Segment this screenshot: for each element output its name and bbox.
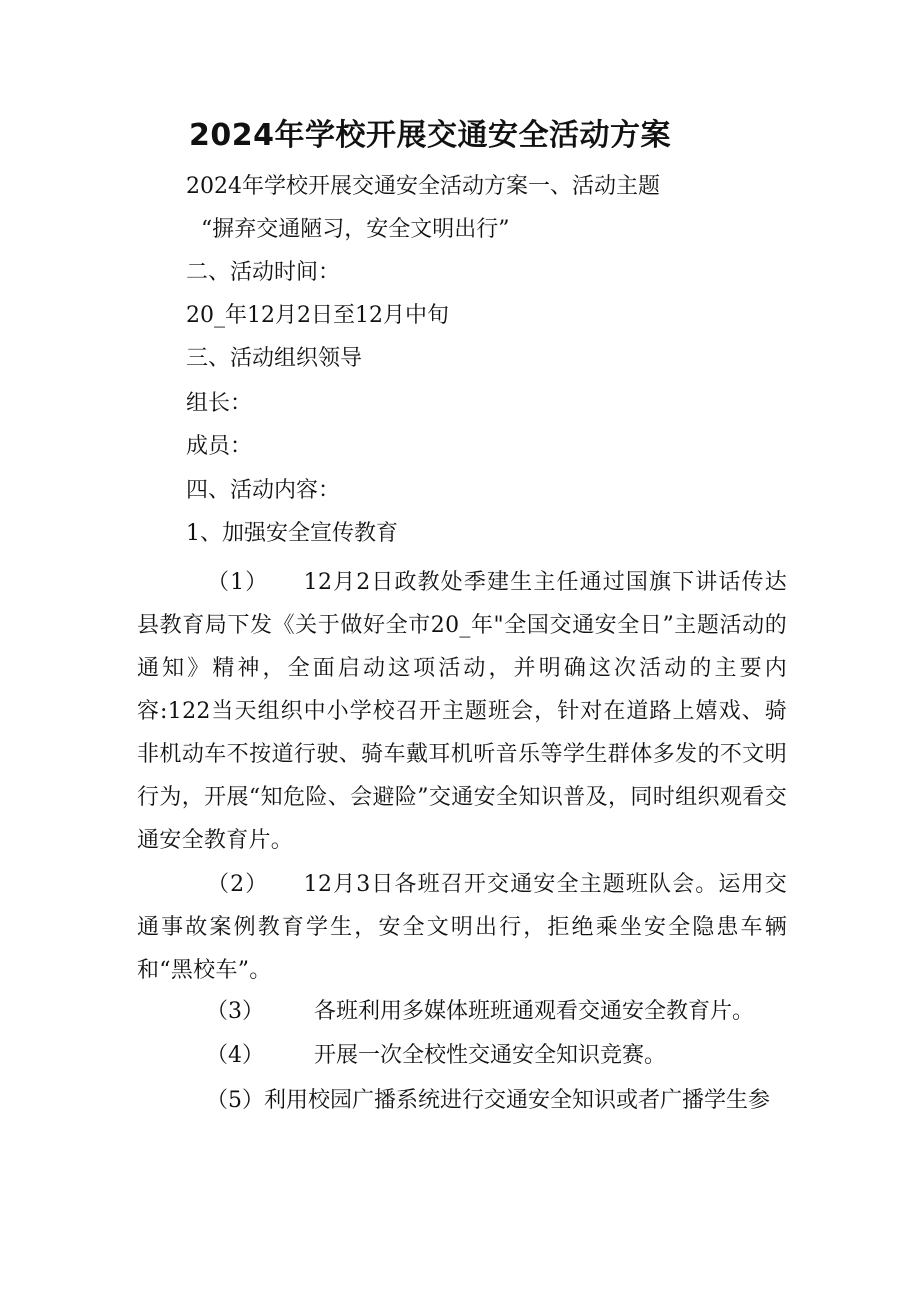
subsection-publicity-heading: 1、加强安全宣传教育 — [186, 521, 398, 546]
document-title: 2024年学校开展交通安全活动方案 — [189, 118, 671, 153]
theme-slogan: “摒弃交通陋习，安全文明出行” — [201, 217, 510, 242]
section-time-heading: 二、活动时间： — [186, 260, 341, 285]
paragraph-item-2: （2） 12月3日各班召开交通安全主题班队会。运用交通事故案例教育学生，安全文明出行，拒绝乘坐安全隐患车辆和“黑校车”。 — [137, 872, 787, 983]
list-item-number: （4） — [206, 1043, 264, 1068]
list-item-text: 各班利用多媒体班班通观看交通安全教育片。 — [314, 999, 755, 1024]
list-item-4 — [206, 1039, 666, 1073]
members-label: 成员： — [186, 434, 253, 459]
paragraph-item-1: （1） 12月2日政教处季建生主任通过国旗下讲话传达县教育局下发《关于做好全市20_年"全国交通安全日”主题活动的通知》精神，全面启动这项活动，并明确这次活动的主要内容:122当天组织中小学校召开主题班会，针对在道路上嬉戏、骑非机动车不按道行驶、骑车戴耳机听音乐等学生群体多发的不文明行为，开展“知危险、会避险”交通安全知识普及，同时组织观看交通安全教育片。 — [137, 570, 787, 853]
list-item-number: （3） — [206, 999, 264, 1024]
list-item-text: 开展一次全校性交通安全知识竞赛。 — [314, 1043, 667, 1068]
intro-line: 2024年学校开展交通安全活动方案一、活动主题 — [186, 174, 660, 199]
activity-date: 20_年12月2日至12月中旬 — [186, 303, 449, 328]
leader-label: 组长： — [186, 391, 253, 416]
list-item-3 — [206, 995, 754, 1029]
section-content-heading: 四、活动内容： — [186, 478, 341, 503]
section-leadership-heading: 三、活动组织领导 — [186, 346, 363, 371]
list-item-5: （5）利用校园广播系统进行交通安全知识或者广播学生参 — [206, 1088, 770, 1113]
